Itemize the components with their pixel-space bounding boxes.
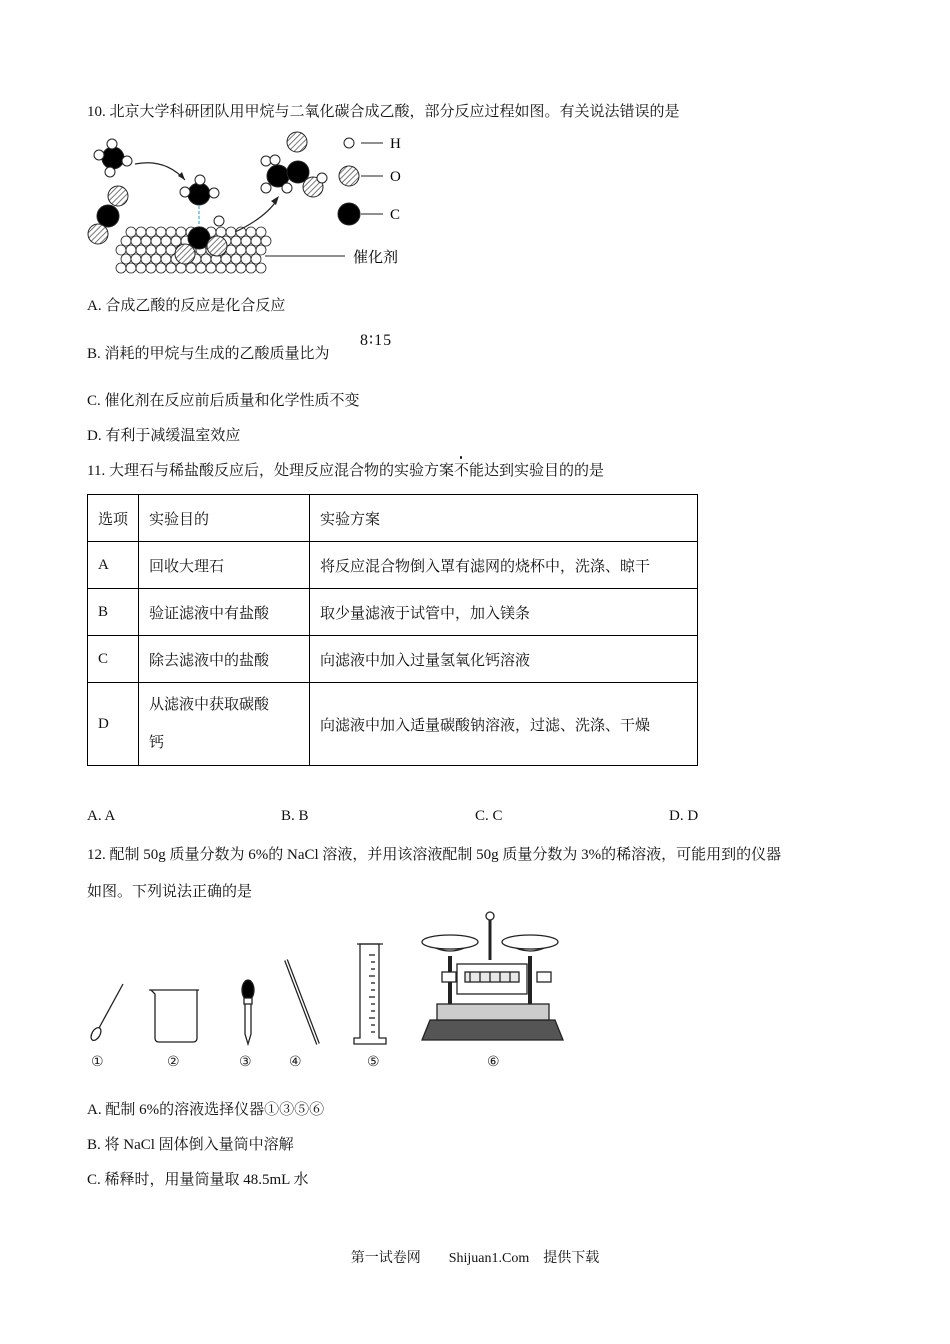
legend-h-label: H	[390, 136, 401, 152]
label-6: ⑥	[487, 1054, 500, 1070]
glass-rod-icon	[286, 960, 318, 1044]
co2-molecule	[88, 186, 128, 244]
q11-choice-b: B. B	[281, 808, 309, 824]
legend	[265, 138, 383, 256]
table-header-purpose: 实验目的	[139, 495, 310, 542]
balance-icon	[422, 912, 563, 1040]
legend-o-label: O	[390, 169, 401, 185]
table-row: C 除去滤液中的盐酸 向滤液中加入过量氢氧化钙溶液	[88, 636, 698, 683]
q10-stem: 10. 北京大学科研团队用甲烷与二氧化碳合成乙酸，部分反应过程如图。有关说法错误的是	[87, 104, 680, 120]
q11-choice-a: A. A	[87, 808, 116, 824]
table-row: D 从滤液中获取碳酸 钙 向滤液中加入适量碳酸钠溶液，过滤、洗涤、干燥	[88, 683, 698, 766]
q12-stem-line1: 12. 配制 50g 质量分数为 6%的 NaCl 溶液，并用该溶液配制 50g 质量分数为 3%的稀溶液，可能用到的仪器	[87, 847, 782, 863]
q12-option-c: C. 稀释时，用量筒量取 48.5mL 水	[87, 1172, 309, 1188]
q10-option-a: A. 合成乙酸的反应是化合反应	[87, 298, 286, 314]
methane-molecule	[94, 139, 132, 177]
table-header-plan: 实验方案	[310, 495, 698, 542]
instruments-figure	[85, 910, 585, 1072]
q10-option-c: C. 催化剂在反应前后质量和化学性质不变	[87, 393, 360, 409]
page-footer: 第一试卷网 Shijuan1.Com 提供下载	[350, 1251, 600, 1266]
q12-option-b: B. 将 NaCl 固体倒入量筒中溶解	[87, 1137, 294, 1153]
q11-stem: 11. 大理石与稀盐酸反应后，处理反应混合物的实验方案不能达到实验目的的是	[87, 463, 604, 479]
table-header-option: 选项	[88, 495, 139, 542]
dropper-icon	[242, 980, 254, 1044]
label-1: ①	[91, 1054, 104, 1070]
acetic-acid-molecule	[261, 132, 327, 197]
q10-option-b: B. 消耗的甲烷与生成的乙酸质量比为	[87, 346, 330, 362]
experiment-table	[87, 494, 698, 766]
emphasis-char: 不	[453, 463, 469, 479]
beaker-icon	[149, 990, 199, 1042]
spoon-icon	[89, 984, 123, 1042]
legend-c-label: C	[390, 207, 401, 223]
catalyst-label: 催化剂	[353, 250, 399, 266]
label-2: ②	[167, 1054, 180, 1070]
label-5: ⑤	[367, 1054, 380, 1070]
graduated-cylinder-icon	[354, 944, 386, 1044]
label-4: ④	[289, 1054, 302, 1070]
q10-option-d: D. 有利于减缓温室效应	[87, 428, 241, 444]
reaction-diagram	[85, 128, 415, 283]
q12-stem-line2: 如图。下列说法正确的是	[87, 884, 253, 900]
q10-option-b-ratio: 8∶15	[360, 332, 393, 349]
table-row: A 回收大理石 将反应混合物倒入罩有滤网的烧杯中，洗涤、晾干	[88, 542, 698, 589]
q12-option-a: A. 配制 6%的溶液选择仪器①③⑤⑥	[87, 1102, 325, 1118]
label-3: ③	[239, 1054, 252, 1070]
q11-choice-c: C. C	[475, 808, 503, 824]
table-row: B 验证滤液中有盐酸 取少量滤液于试管中，加入镁条	[88, 589, 698, 636]
q11-choice-d: D. D	[669, 808, 699, 824]
